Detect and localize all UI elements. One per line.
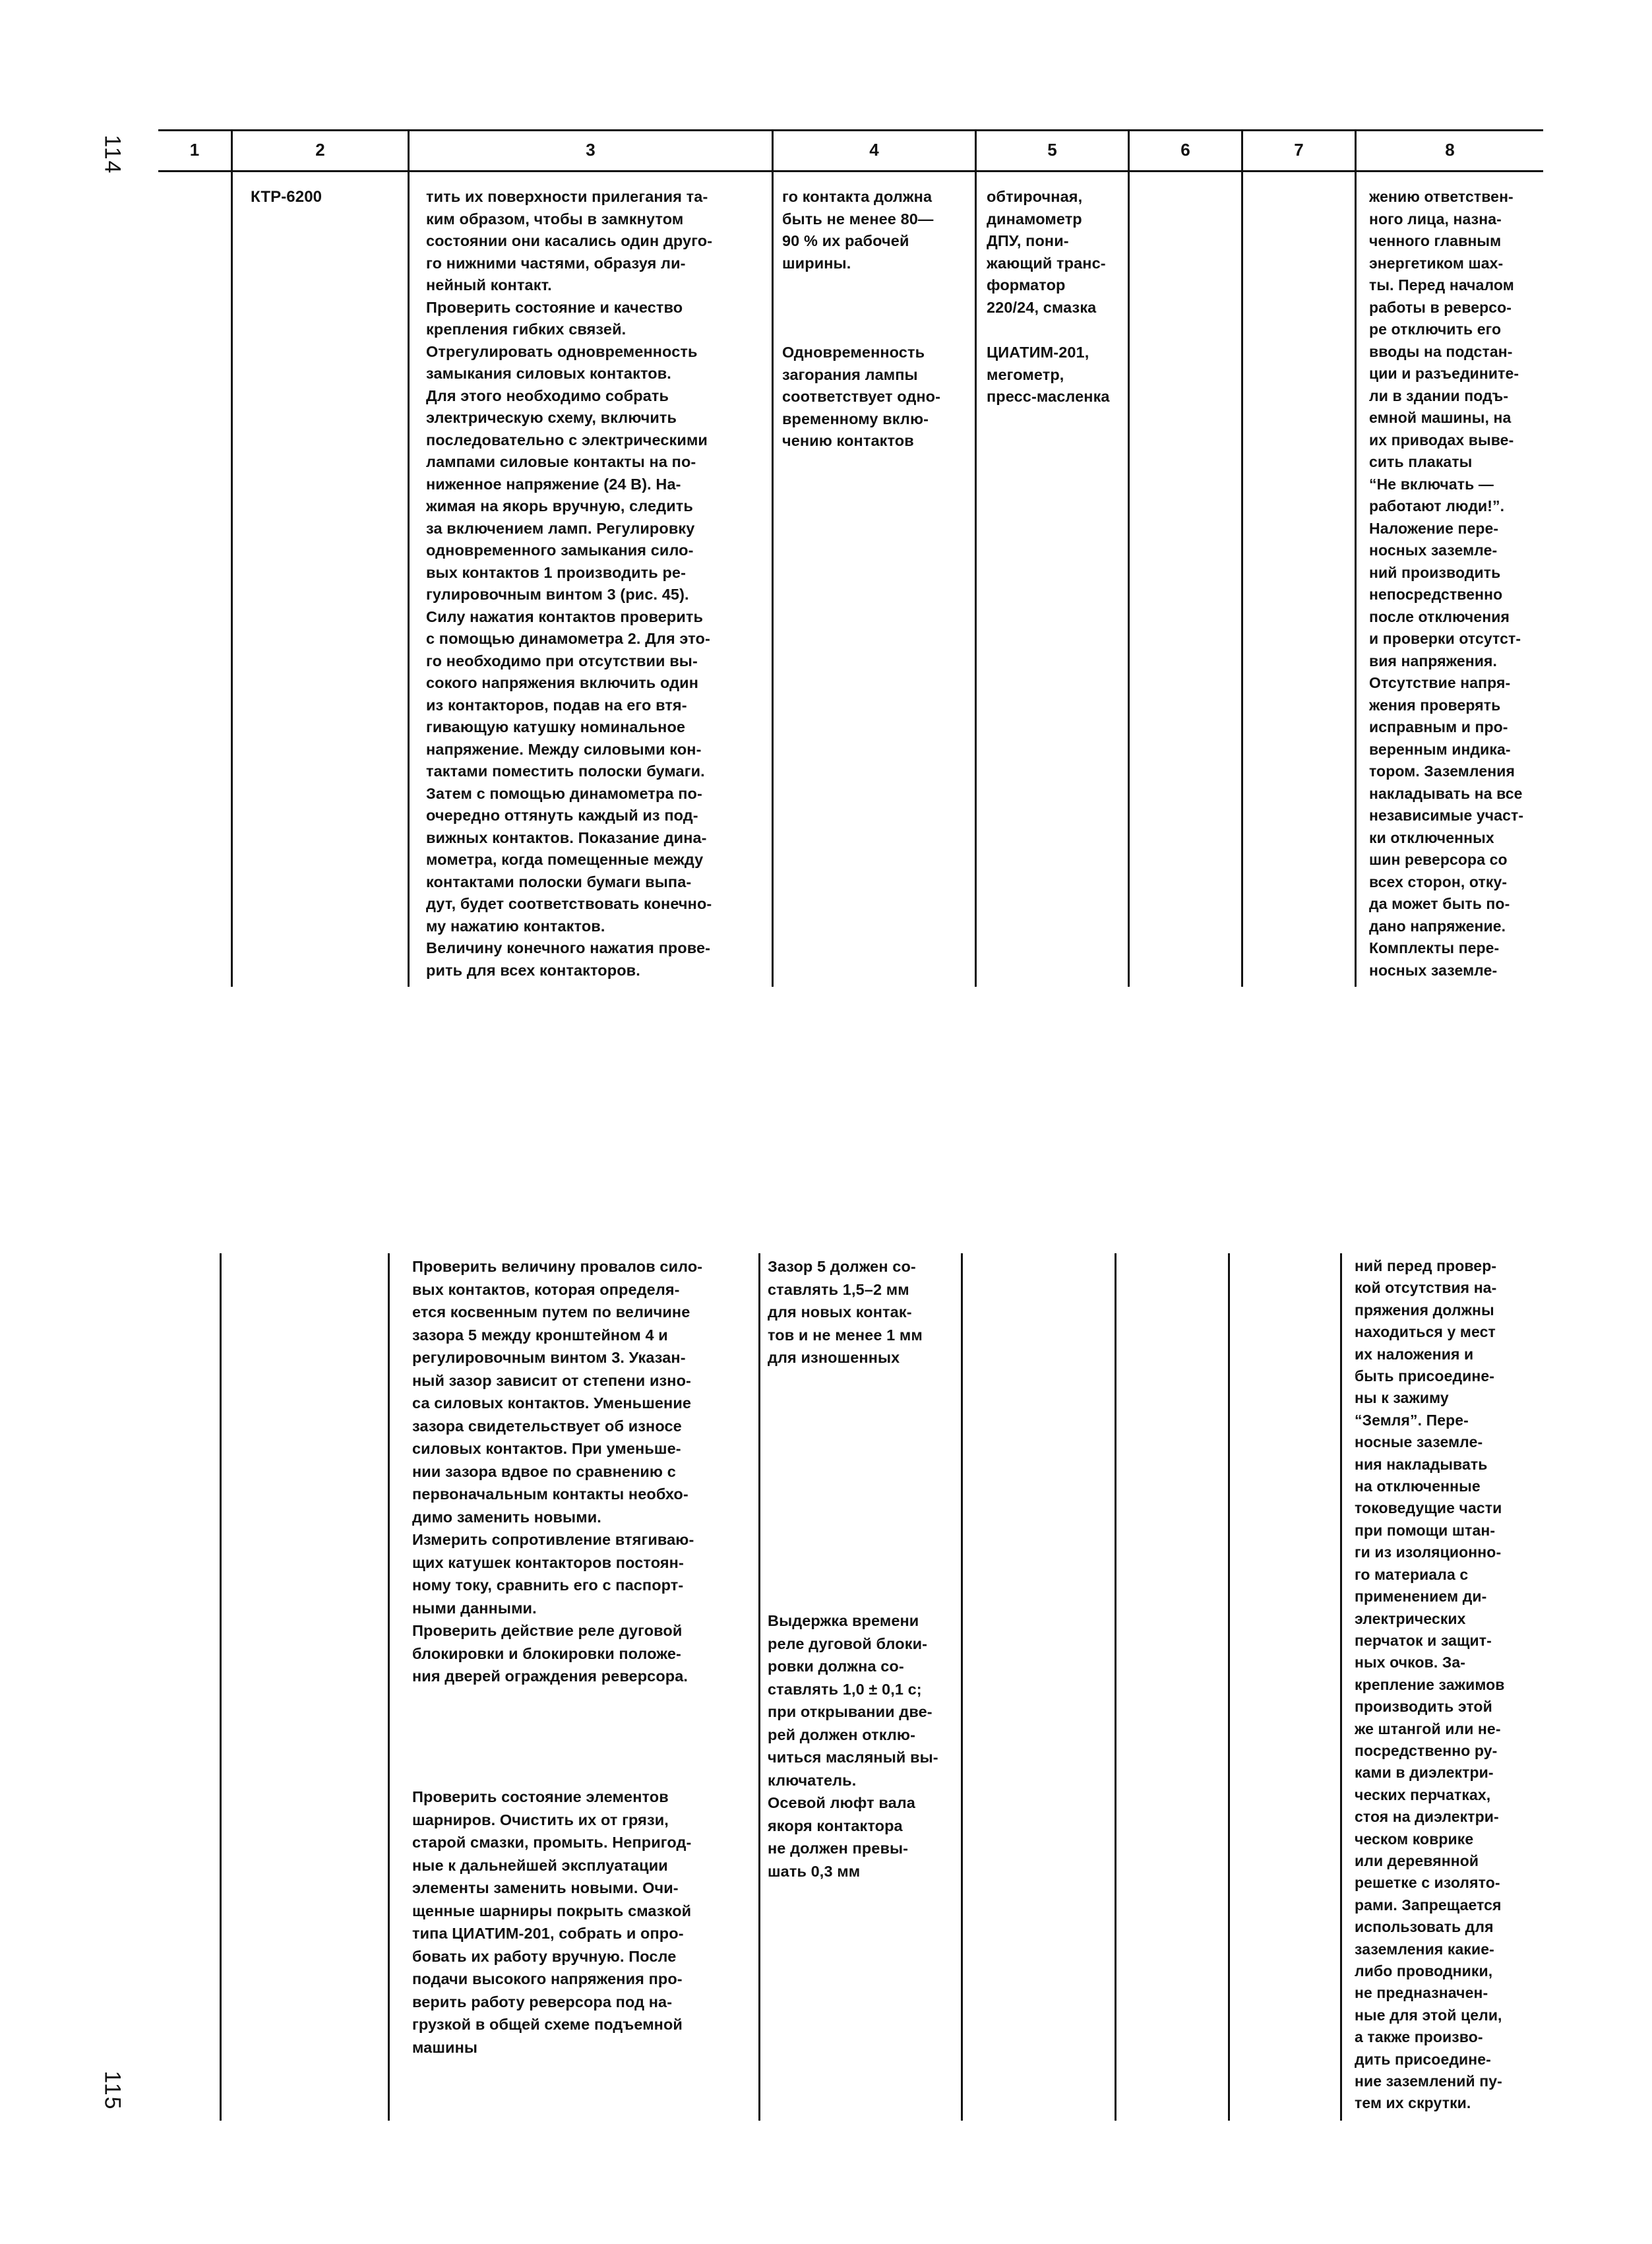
cell-safety: ний перед провер- кой отсутствия на- пряжения должны находиться у мест их наложения и быть присоедине- ны к зажиму “Земля”. Пере- носные заземле- ния накладывать на отключенные токоведущие части при помощи штан- ги из изоляционно- го материала с применением ди- электрических перчаток и защит- ных очков. За- крепление зажимов производить этой же штангой или не- посредственно ру- ками в диэлектри- ческих перчатках, стоя на диэлектри- ческом коврике или деревянной решетке с изолято- рами. Запрещается использовать для заземления какие- либо проводники, не предназначен- ные для этой цели, а также произво- дить присоедине- ние заземлений пу- тем их скрутки. (1355, 1257, 1505, 2112)
cell-requirement: Зазор 5 должен со- ставлять 1,5–2 мм для новых контак- тов и не менее 1 мм для изношенных (768, 1258, 923, 1366)
col-divider (961, 1253, 963, 2121)
col-divider (1340, 1253, 1342, 2121)
cell-procedure: тить их поверхности прилегания та- ким образом, чтобы в замкнутом состоянии они касались один друго- го нижними частями, образуя ли- нейный контакт. Проверить состояние и качество крепления гибких связей. Отрегулировать одновременность замыкания силовых контактов. Для этого необходимо собрать электрическую схему, включить последовательно с электрическими лампами силовые контакты на по- ниженное напряжение (24 В). На- жимая на якорь вручную, следить за включением ламп. Регулировку одновременного замыкания сило- вых контактов 1 производить ре- гулировочным винтом 3 (рис. 45). Силу нажатия контактов проверить с помощью динамометра 2. Для это- го необходимо при отсутствии вы- сокого напряжения включить один из контакторов, подав на его втя- гивающую катушку номинальное напряжение. Между силовыми кон- тактами поместить полоски бумаги. Затем с помощью динамометра по- очередно оттянуть каждый из под- вижных контактов. Показание дина- мометра, когда помещенные между контактами полоски бумаги выпа- дут, будет соответствовать конечно- му нажатию контактов. Величину конечного нажатия прове- рить для всех контакторов. (426, 188, 713, 979)
col-divider (1115, 1253, 1117, 2121)
col-divider (975, 129, 977, 987)
header-col-1: 1 (189, 139, 200, 160)
header-col-8: 8 (1445, 139, 1455, 160)
header-col-4: 4 (869, 139, 879, 160)
cell-requirement: го контакта должна быть не менее 80— 90 % их рабочей ширины. (782, 188, 934, 272)
page-number-left: 114 (100, 135, 125, 175)
cell-procedure: Проверить величину провалов сило- вых контактов, которая определя- ется косвенным путем по величине зазора 5 между кронштейном 4 и регулировочным винтом 3. Указан- ный зазор зависит от степени изно- са силовых контактов. Уменьшение зазора свидетельствует об износе силовых контактов. При уменьше- нии зазора вдвое по сравнению с первоначальным контакты необхо- димо заменить новыми. Измерить сопротивление втягиваю- щих катушек контакторов постоян- ному току, сравнить его с паспорт- ными данными. Проверить действие реле дуговой блокировки и блокировки положе- ния дверей ограждения реверсора. (412, 1258, 703, 1685)
cell-requirement: Одновременность загорания лампы соответствует одно- временному вклю- чению контактов (782, 344, 941, 449)
header-col-2: 2 (315, 139, 325, 160)
col-divider (1228, 1253, 1230, 2121)
header-col-5: 5 (1047, 139, 1057, 160)
col-divider (408, 129, 410, 987)
table-header-rule (158, 170, 1543, 172)
col-divider (772, 129, 774, 987)
cell-tools: обтирочная, динамометр ДПУ, пони- жающий транс- форматор 220/24, смазка (987, 188, 1106, 316)
cell-safety: жению ответствен- ного лица, назна- ченного главным энергетиком шах- ты. Перед началом работы в реверсо- ре отключить его вводы на подстан- ции и разъедините- ли в здании подъ- емной машины, на их приводах выве- сить плакаты “Не включать — работают люди!”. Наложение пере- носных заземле- ний производить непосредственно после отключения и проверки отсутст- вия напряжения. Отсутствие напря- жения проверять исправным и про- веренным индика- тором. Заземления накладывать на все независимые участ- ки отключенных шин реверсора со всех сторон, отку- да может быть по- дано напряжение. Комплекты пере- носных заземле- (1369, 188, 1524, 979)
cell-tools: ЦИАТИМ-201, мегометр, пресс-масленка (987, 344, 1110, 405)
col-divider (1241, 129, 1243, 987)
header-col-3: 3 (586, 139, 596, 160)
header-col-6: 6 (1180, 139, 1190, 160)
col-divider (220, 1253, 222, 2121)
cell-equipment-type: КТР-6200 (251, 188, 322, 206)
page-number-right: 115 (100, 2071, 125, 2111)
col-divider (388, 1253, 390, 2121)
cell-procedure: Проверить состояние элементов шарниров. Очистить их от грязи, старой смазки, промыть. Непригод- ные к дальнейшей эксплуатации элементы заменить новыми. Очи- щенные шарниры покрыть смазкой типа ЦИАТИМ-201, собрать и опро- бовать их работу вручную. После подачи высокого напряжения про- верить работу реверсора под на- грузкой в общей схеме подъемной машины (412, 1788, 692, 2056)
header-col-7: 7 (1294, 139, 1304, 160)
cell-requirement: Выдержка времени реле дуговой блоки- ровки должна со- ставлять 1,0 ± 0,1 с; при открывании две- рей должен отклю- читься масляный вы- ключатель. Осевой люфт вала якоря контактора не должен превы- шать 0,3 мм (768, 1612, 938, 1880)
table-top-rule (158, 129, 1543, 131)
col-divider (758, 1253, 760, 2121)
col-divider (1355, 129, 1357, 987)
col-divider (231, 129, 233, 987)
